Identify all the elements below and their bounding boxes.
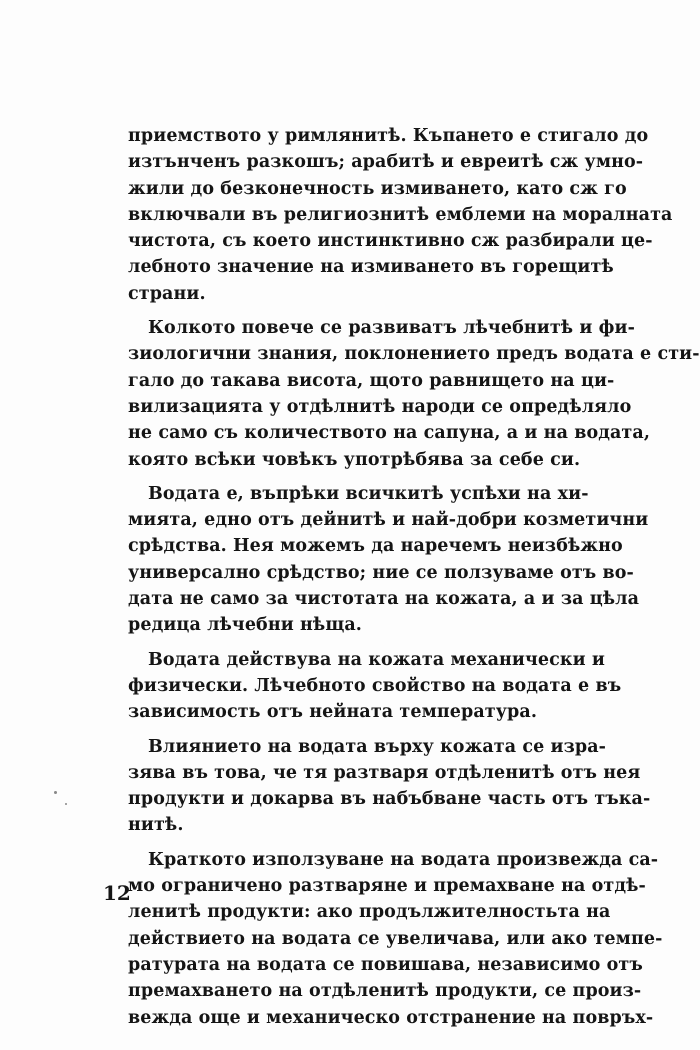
print-speck [54, 791, 57, 794]
text-line: зява въ това, че тя разтваря отдѣленитѣ отъ нея [128, 762, 641, 783]
text-line: срѣдства. Нея можемъ да наречемъ неизбѣжно [128, 536, 623, 557]
text-line: която всѣки човѣкъ употрѣбява за себе си. [128, 449, 581, 470]
paragraph-2 [128, 315, 700, 473]
text-line: включвали въ религиознитѣ емблеми на моралната [128, 204, 673, 225]
text-line: ленитѣ продукти: ако продължителностьта на [128, 902, 611, 923]
text-line: ратурата на водата се повишава, независимо отъ [128, 954, 643, 975]
page-number: 12 [103, 881, 131, 905]
text-line: зависимость отъ нейната температура. [128, 702, 538, 723]
text-line: редица лѣчебни нѣща. [128, 615, 362, 636]
text-line: Водата е, въпрѣки всичкитѣ успѣхи на хи- [148, 483, 589, 504]
text-line: зиологични знания, поклонението предъ водата е сти- [128, 344, 700, 365]
text-line: гало до такава висота, щото равнището на ци- [128, 370, 615, 391]
text-line: жили до безконечность измиването, като сж го [128, 178, 627, 199]
text-line: страни. [128, 283, 206, 304]
text-line: нитѣ. [128, 815, 184, 836]
text-line: вилизацията у отдѣлнитѣ народи се опредѣляло [128, 396, 632, 417]
text-line: Влиянието на водата върху кожата се изра- [148, 736, 607, 757]
print-speck [65, 803, 67, 805]
paragraph-1 [128, 123, 673, 307]
text-line: приемството у римлянитѣ. Къпането е стигало до [128, 126, 649, 146]
paragraph-4 [128, 647, 622, 726]
text-line: Краткото използуване на водата произвежда са- [148, 849, 659, 870]
text-line: чистота, съ което инстинктивно сж разбирали це- [128, 231, 653, 252]
paragraph-5 [128, 734, 651, 839]
paragraph-3 [128, 481, 649, 639]
text-line: мията, едно отъ дейнитѣ и най-добри козметични [128, 510, 649, 531]
text-line: Колкото повече се развиватъ лѣчебнитѣ и фи- [148, 318, 635, 339]
text-line: премахването на отдѣленитѣ продукти, се произ- [128, 981, 642, 1002]
text-line: действието на водата се увеличава, или ако темпе- [128, 928, 663, 949]
text-line: лебното значение на измиването въ горещитѣ [128, 257, 614, 278]
text-line: не само съ количеството на сапуна, а и на водата, [128, 423, 651, 444]
text-line: физически. Лѣчебното свойство на водата е въ [128, 675, 622, 696]
paragraph-6 [128, 847, 663, 1031]
text-line: универсално срѣдство; ние се ползуваме отъ во- [128, 562, 634, 583]
text-line: Водата действува на кожата механически и [148, 649, 605, 670]
text-line: продукти и докарва въ набъбване часть отъ тъка- [128, 789, 651, 810]
text-line: вежда още и механическо отстранение на повръх- [128, 1007, 654, 1028]
text-line: изтънченъ разкошъ; арабитѣ и евреитѣ сж умно- [128, 152, 644, 173]
body-text [128, 123, 700, 1039]
text-line: дата не само за чистотата на кожата, а и за цѣла [128, 589, 640, 610]
text-line: мо ограничено разтваряне и премахване на отдѣ- [128, 876, 646, 897]
